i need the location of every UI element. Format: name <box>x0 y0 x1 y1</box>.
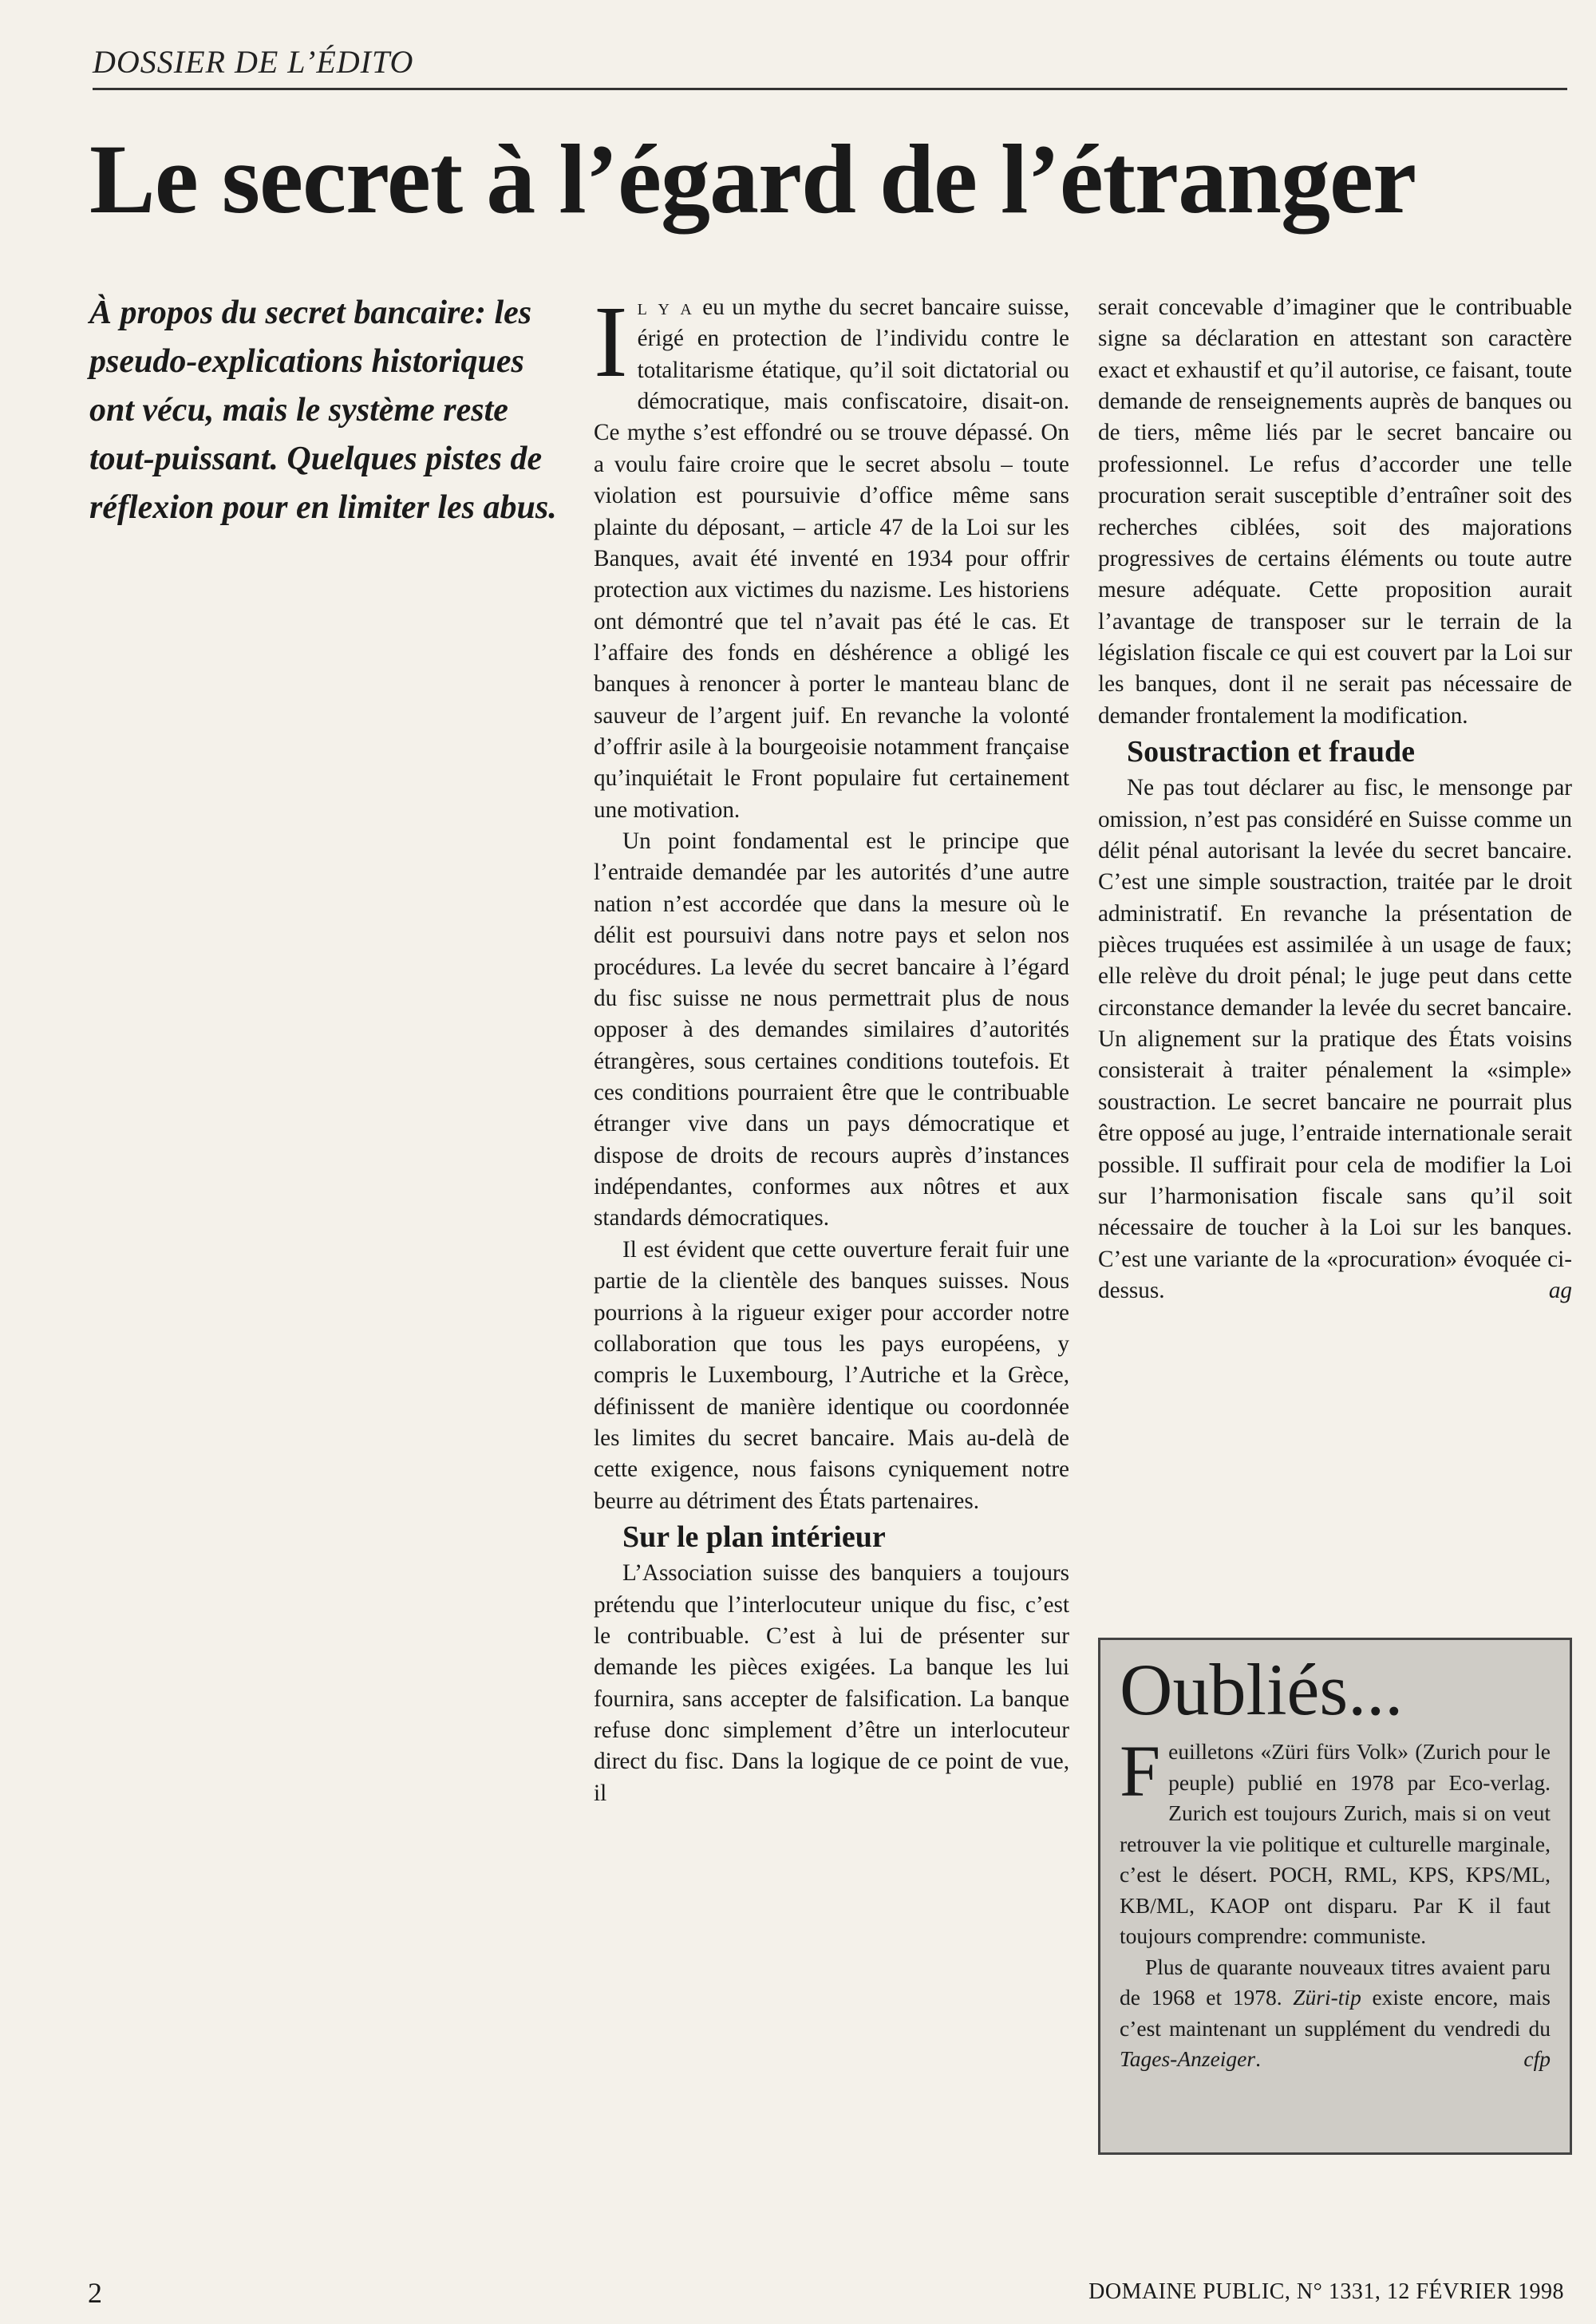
paragraph <box>594 285 1069 826</box>
article-column-1 <box>594 285 1069 1809</box>
paragraph-text: Plus de quarante nouveaux titres avaient paru de 1968 et 1978. <box>1120 1954 1551 2010</box>
author-signature: ag <box>1548 1278 1572 1303</box>
article-deck: À propos du secret bancaire: les pseudo-explications historiques ont vécu, mais le système reste tout-puissant. Quelques pistes de réflexion pour en limiter les abus. <box>89 294 557 526</box>
paragraph <box>1098 773 1572 1306</box>
paragraph-text: . <box>1255 2046 1261 2072</box>
paragraph-text: euilletons «Züri fürs Volk» (Zurich pour le peuple) publié en 1978 par Eco-verlag. Zurich est toujours Zurich, mais si on veut retrouver la vie politique et culturelle marginale, c’est le désert. POCH, RML, KPS, KPS/ML, KB/ML, KAOP ont disparu. Par K il faut toujours comprendre: communiste. <box>1120 1739 1551 1949</box>
publication-name: Züri-tip <box>1293 1985 1361 2010</box>
subheading: Sur le plan intérieur <box>622 1520 886 1555</box>
paragraph <box>1120 1952 1551 2075</box>
paragraph-text: existe encore, mais c’est maintenant un supplément du vendredi du <box>1120 1985 1551 2041</box>
sidebar-body <box>1120 1730 1551 2075</box>
article-column-2 <box>1098 292 1572 1306</box>
lead-in: L Y A <box>637 301 695 318</box>
paragraph: Un point fondamental est le principe que l’entraide demandée par les autorités d’une autre nation n’est accordée que dans la mesure où le délit est poursuivi dans notre pays et selon nos procédures. La levée du secret bancaire à l’égard du fisc suisse ne nous permettrait plus de nous opposer à des demandes similaires d’autorités étrangères, sous certaines conditions toutefois. Et ces conditions pourraient être que le contribuable étranger vive dans un pays démocratique et dispose de droits de recours auprès d’instances indépendantes, conformes aux nôtres et aux standards démocratiques. <box>594 828 1069 1231</box>
paragraph-text: eu un mythe du secret bancaire suisse, érigé en protection de l’individu contre le totalitarisme étatique, qu’il soit dictatorial ou démocratique, mais confiscatoire, disait-on. Ce mythe s’est effondré ou se trouve dépassé. On a voulu faire croire que le secret absolu – toute violation est poursuivie d’office même sans plainte du déposant, – article 47 de la Loi sur les Banques, avait été inventé en 1934 pour offrir protection aux victimes du nazisme. Les historiens ont démontré que tel n’avait pas été le cas. Et l’affaire des fonds en déshérence a obligé les banques à renoncer à porter le manteau blanc de sauveur de l’argent juif. En revanche la volonté d’offrir asile à la bourgeoisie notamment française qu’inquiétait le Front populaire fut certainement une motivation. <box>594 294 1069 823</box>
publication-name: Tages-Anzeiger <box>1120 2046 1256 2072</box>
page-number: 2 <box>88 2277 102 2309</box>
drop-cap: I <box>594 285 628 398</box>
sidebar-title: Oubliés... <box>1120 1649 1404 1730</box>
paragraph: L’Association suisse des banquiers a toujours prétendu que l’interlocuteur unique du fisc, c’est le contribuable. C’est à lui de présenter sur demande les pièces exigées. La banque les lui fournira, sans accepter de falsification. La banque refuse donc simplement d’être un interlocuteur direct du fisc. Dans la logique de ce point de vue, il <box>594 1560 1069 1806</box>
header-rule <box>93 88 1567 90</box>
sidebar-box <box>1098 1638 1572 2155</box>
paragraph: Il est évident que cette ouverture ferait fuir une partie de la clientèle des banques suisses. Nous pourrions à la rigueur exiger pour accorder notre collaboration que tous les pays européens, y compris le Luxembourg, l’Autriche et la Grèce, définissent de manière identique ou coordonnée les limites du secret bancaire. Mais au-delà de cette exigence, nous faisons cyniquement notre beurre au détriment des États partenaires. <box>594 1236 1069 1514</box>
paragraph <box>1120 1730 1551 1952</box>
paragraph-text: Ne pas tout déclarer au fisc, le mensonge par omission, n’est pas considéré en Suisse comme un délit pénal autorisant la levée du secret bancaire. C’est une simple soustraction, traitée par le droit administratif. En revanche la présentation de pièces truquées est assimilée à un usage de faux; elle relève du droit pénal; le juge peut dans cette circonstance demander la levée du secret bancaire. Un alignement sur la pratique des États voisins consisterait à traiter pénalement la «simple» soustraction. Le secret bancaire ne pourrait plus être opposé au juge, l’entraide internationale serait possible. Il suffirait pour cela de modifier la Loi sur l’harmonisation fiscale sans qu’il soit nécessaire de toucher à la Loi sur les banques. C’est une variante de la «procuration» évoquée ci-dessus. <box>1098 775 1572 1303</box>
author-signature: cfp <box>1523 2046 1551 2072</box>
section-label: DOSSIER DE L’ÉDITO <box>93 44 414 80</box>
article-title: Le secret à l’égard de l’étranger <box>89 125 1416 234</box>
publication-footer: DOMAINE PUBLIC, N° 1331, 12 FÉVRIER 1998 <box>1088 2279 1564 2304</box>
drop-cap: F <box>1120 1730 1161 1812</box>
subheading: Soustraction et fraude <box>1127 735 1415 769</box>
paragraph: serait concevable d’imaginer que le contribuable signe sa déclaration en attestant son caractère exact et exhaustif et qu’il autorise, ce faisant, toute demande de renseignements auprès de banques ou de tiers, même liés par le secret bancaire ou professionnel. Le refus d’accorder une telle procuration serait susceptible d’entraîner soit des recherches ciblées, soit des majorations progressives de certains éléments ou toute autre mesure adéquate. Cette proposition aurait l’avantage de transposer sur le terrain de la législation fiscale ce qui est couvert par la Loi sur les banques, dont il ne serait pas nécessaire de demander frontalement la modification. <box>1098 294 1572 729</box>
